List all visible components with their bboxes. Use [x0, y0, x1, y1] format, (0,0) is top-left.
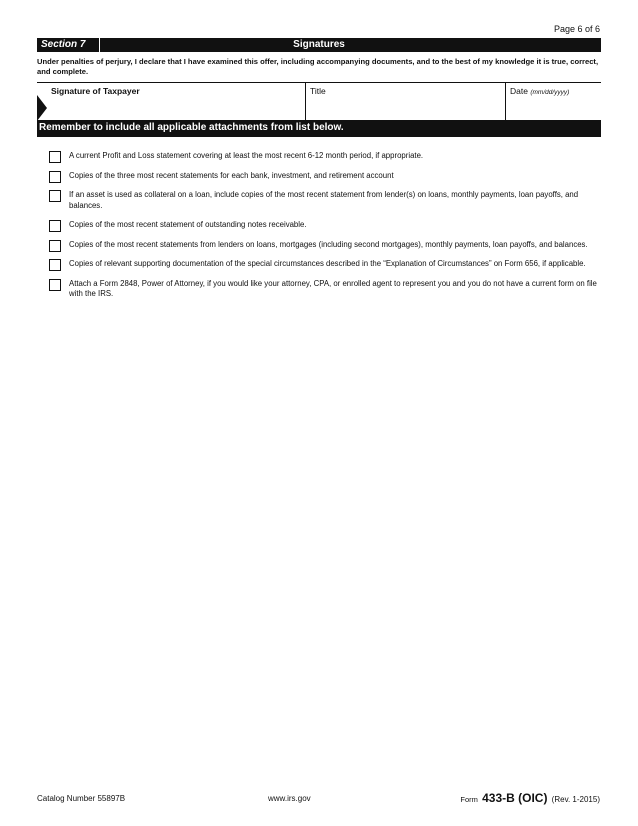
form-word: Form: [460, 795, 478, 804]
perjury-declaration: Under penalties of perjury, I declare that I have examined this offer, including accompanying documents, and to the best of my knowledge it is true, correct, and complete.: [37, 57, 599, 76]
sign-here-arrow-icon: [37, 95, 47, 121]
date-label: Date: [510, 86, 528, 96]
attachment-checkbox-collateral[interactable]: [49, 190, 61, 202]
date-format-hint: (mm/dd/yyyy): [530, 89, 570, 96]
taxpayer-signature-label: Signature of Taxpayer: [51, 86, 140, 96]
list-item: [48, 171, 598, 182]
section-header-bar: [37, 38, 601, 52]
attachments-checklist: [48, 151, 598, 309]
list-item: [48, 151, 598, 162]
list-item: [48, 279, 598, 300]
list-item: [48, 220, 598, 231]
website-link[interactable]: www.irs.gov: [268, 794, 311, 803]
attachments-reminder-bar: [37, 120, 601, 137]
section-label: Section 7: [41, 39, 86, 50]
form-identifier: [460, 791, 600, 805]
form-number: 433-B (OIC): [482, 791, 548, 805]
taxpayer-signature-field[interactable]: [51, 83, 305, 121]
attachment-checkbox-lender-statements[interactable]: [49, 240, 61, 252]
date-field[interactable]: [505, 83, 602, 121]
attachment-text: Copies of the most recent statement of outstanding notes receivable.: [69, 220, 307, 229]
attachment-text: Attach a Form 2848, Power of Attorney, if you would like your attorney, CPA, or enrolled agent to represent you and you do not have a current form on file with the IRS.: [69, 278, 597, 298]
section-title: Signatures: [293, 39, 345, 50]
attachment-text: Copies of the most recent statements from lenders on loans, mortgages (including second mortgages), monthly payments, loan payoffs, and balances.: [69, 239, 588, 249]
attachment-checkbox-notes-receivable[interactable]: [49, 220, 61, 232]
attachment-text: A current Profit and Loss statement covering at least the most recent 6-12 month period, if appropriate.: [69, 151, 424, 160]
list-item: [48, 190, 598, 211]
title-label: Title: [310, 86, 326, 96]
attachment-text: Copies of relevant supporting documentation of the special circumstances described in the “Explanation of Circumstances” on Form 656, if applicable.: [69, 259, 586, 268]
page-number: Page 6 of 6: [553, 24, 600, 34]
attachment-checkbox-form-2848[interactable]: [49, 279, 61, 291]
attachment-text: Copies of the three most recent statements for each bank, investment, and retirement account: [69, 170, 394, 180]
form-revision: (Rev. 1-2015): [551, 795, 600, 804]
attachments-reminder-text: Remember to include all applicable attachments from list below.: [39, 122, 344, 133]
catalog-number: Catalog Number 55897B: [37, 794, 126, 803]
attachment-checkbox-bank-statements[interactable]: [49, 171, 61, 183]
signature-row: [37, 82, 601, 122]
title-field[interactable]: [305, 83, 510, 121]
attachment-text: If an asset is used as collateral on a loan, include copies of the most recent statement from lender(s) on loans, monthly payments, loan payoffs, and balances.: [69, 190, 579, 210]
list-item: [48, 240, 598, 251]
attachment-checkbox-pnl[interactable]: [49, 151, 61, 163]
attachment-checkbox-special-circumstances[interactable]: [49, 259, 61, 271]
list-item: [48, 259, 598, 270]
